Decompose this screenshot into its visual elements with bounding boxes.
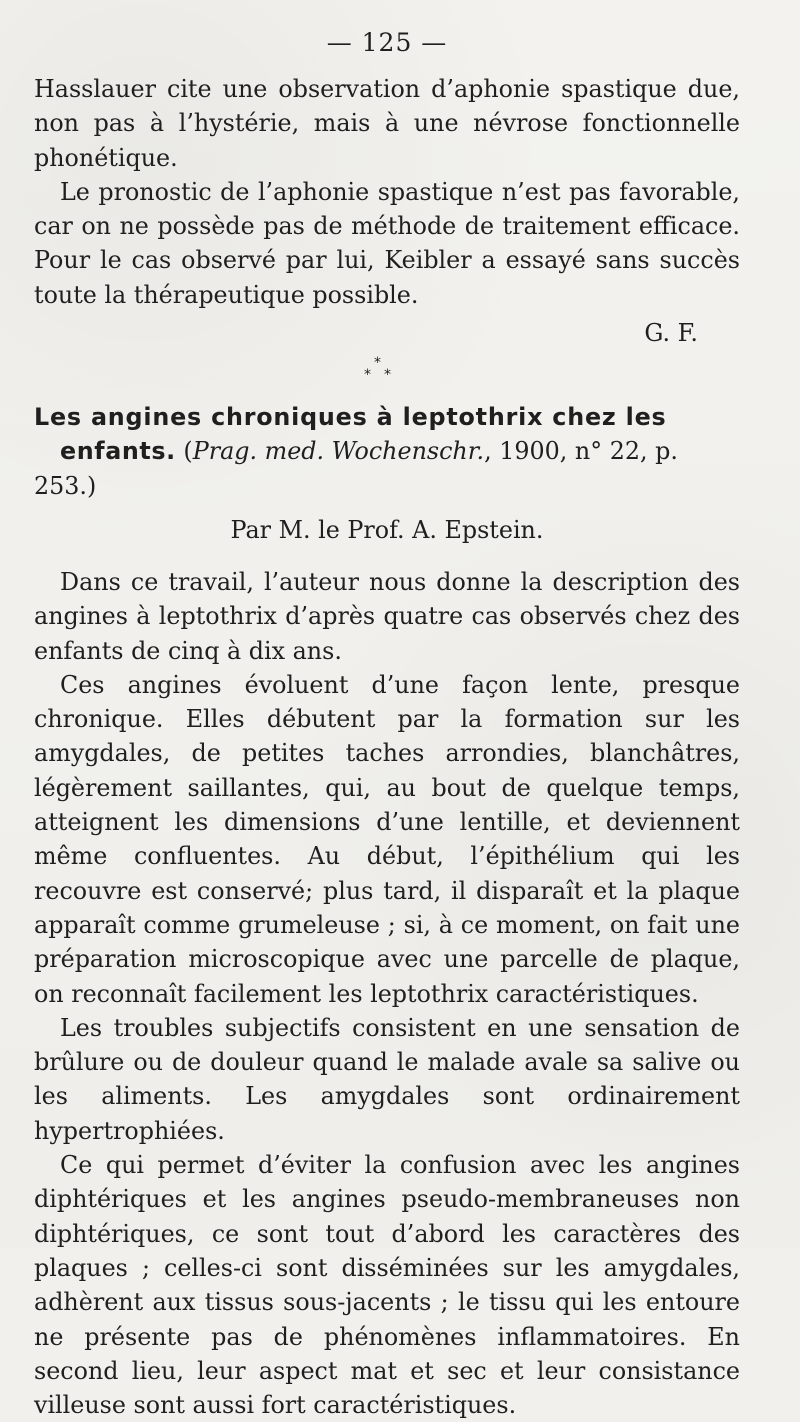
separator-star-right: * — [384, 367, 391, 384]
citation-open: ( — [175, 437, 193, 466]
article-paragraph-2: Ces angines évoluent d’une façon lente, presque chronique. Elles débutent par la formation sur les amygdales, de petites taches arrondies, blanchâtres, légèrement saillantes, qui, au bout de quelque temps, atteignent les dimensions d’une lentille, et deviennent même confluentes. Au début, l’épithélium qui les recouvre est conservé; plus tard, il disparaît et la plaque apparaît comme grumeleuse ; si, à ce moment, on fait une préparation microscopique avec une parcelle de plaque, on reconnaît facilement les leptothrix caractéristiques. — [34, 670, 740, 1008]
intro-paragraph-2: Le pronostic de l’aphonie spastique n’est pas favorable, car on ne possède pas de méthode de traitement efficace. Pour le cas observé par lui, Keibler a essayé sans succès toute la thérapeutique possible. — [34, 177, 740, 309]
separator-star-top: * — [374, 355, 381, 372]
section-separator — [34, 348, 740, 388]
citation-rest: , 1900, n° 22, p. 253.) — [34, 437, 678, 500]
citation-space — [324, 437, 332, 465]
intro-paragraph-1: Hasslauer cite une observation d’aphonie spastique due, non pas à l’hystérie, mais à une névrose fonctionnelle phonétique. — [34, 75, 740, 172]
page-number: — 125 — — [326, 28, 448, 57]
article-title-line-2-start: enfants. — [60, 437, 176, 466]
article-paragraph-4: Ce qui permet d’éviter la confusion avec les angines diphtériques et les angines pseudo-membraneuses non diphtériques, ce sont tout d’abord les caractères des plaques ; celles-ci sont disséminées sur les amygdales, adhèrent aux tissus sous-jacents ; le tissu qui les entoure ne présente pas de phénomènes inflammatoires. En second lieu, leur aspect mat et sec et leur consistance villeuse sont aussi fort caractéristiques. — [34, 1151, 740, 1420]
article-author: Par M. le Prof. A. Epstein. — [230, 515, 544, 544]
article-paragraph-1: Dans ce travail, l’auteur nous donne la description des angines à leptothrix d’après quatre cas observés chez des enfants de cinq à dix ans. — [34, 567, 740, 665]
article-body — [34, 565, 740, 1422]
article-title — [34, 400, 740, 503]
citation-journal-1: Prag. med. — [192, 437, 325, 466]
signature: G. F. — [644, 319, 698, 348]
separator-star-left: * — [364, 367, 371, 384]
article-title-line-1: Les angines chroniques à leptothrix chez les — [34, 403, 667, 432]
article-paragraph-3: Les troubles subjectifs consistent en une sensation de brûlure ou de douleur quand le malade avale sa salive ou les aliments. Les amygdales sont ordinairement hypertrophiées. — [34, 1013, 740, 1145]
citation-journal-2: Wochenschr. — [331, 437, 485, 466]
page-content — [34, 22, 740, 1422]
article-title-line-2 — [34, 434, 740, 503]
